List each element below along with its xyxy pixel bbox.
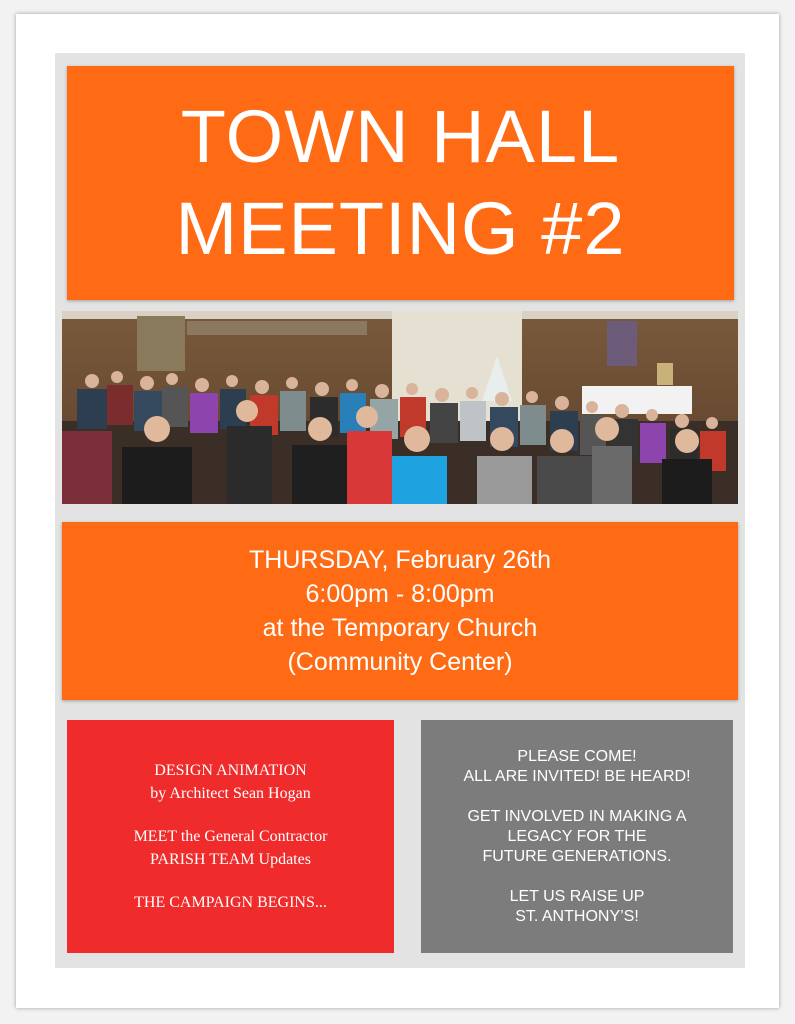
invite-line-2: ALL ARE INVITED! BE HEARD! — [463, 767, 691, 785]
invite-line-5: FUTURE GENERATIONS. — [482, 847, 672, 865]
invitation-box — [421, 720, 733, 953]
event-day-date: THURSDAY, February 26th — [249, 546, 551, 574]
invite-line-7: ST. ANTHONY’S! — [515, 907, 639, 925]
agenda-line-1: DESIGN ANIMATION — [154, 762, 307, 779]
title-banner — [67, 66, 734, 300]
agenda-line-5: THE CAMPAIGN BEGINS... — [134, 894, 327, 911]
title-line-2: MEETING #2 — [175, 187, 626, 270]
invite-line-4: LEGACY FOR THE — [507, 827, 647, 845]
title-line-1: TOWN HALL — [180, 95, 621, 178]
event-details-banner — [62, 522, 738, 700]
agenda-box — [67, 720, 394, 953]
agenda-line-4: PARISH TEAM Updates — [150, 851, 311, 868]
audience-photo — [62, 311, 738, 504]
agenda-line-3: MEET the General Contractor — [133, 828, 328, 845]
audience-photo-illustration — [62, 311, 738, 504]
event-location-detail: (Community Center) — [287, 648, 513, 676]
invite-line-3: GET INVOLVED IN MAKING A — [467, 807, 687, 825]
invite-line-6: LET US RAISE UP — [509, 887, 645, 905]
event-time: 6:00pm - 8:00pm — [305, 580, 495, 608]
invite-line-1: PLEASE COME! — [517, 747, 637, 765]
agenda-line-2: by Architect Sean Hogan — [150, 785, 311, 802]
event-location: at the Temporary Church — [262, 614, 538, 642]
